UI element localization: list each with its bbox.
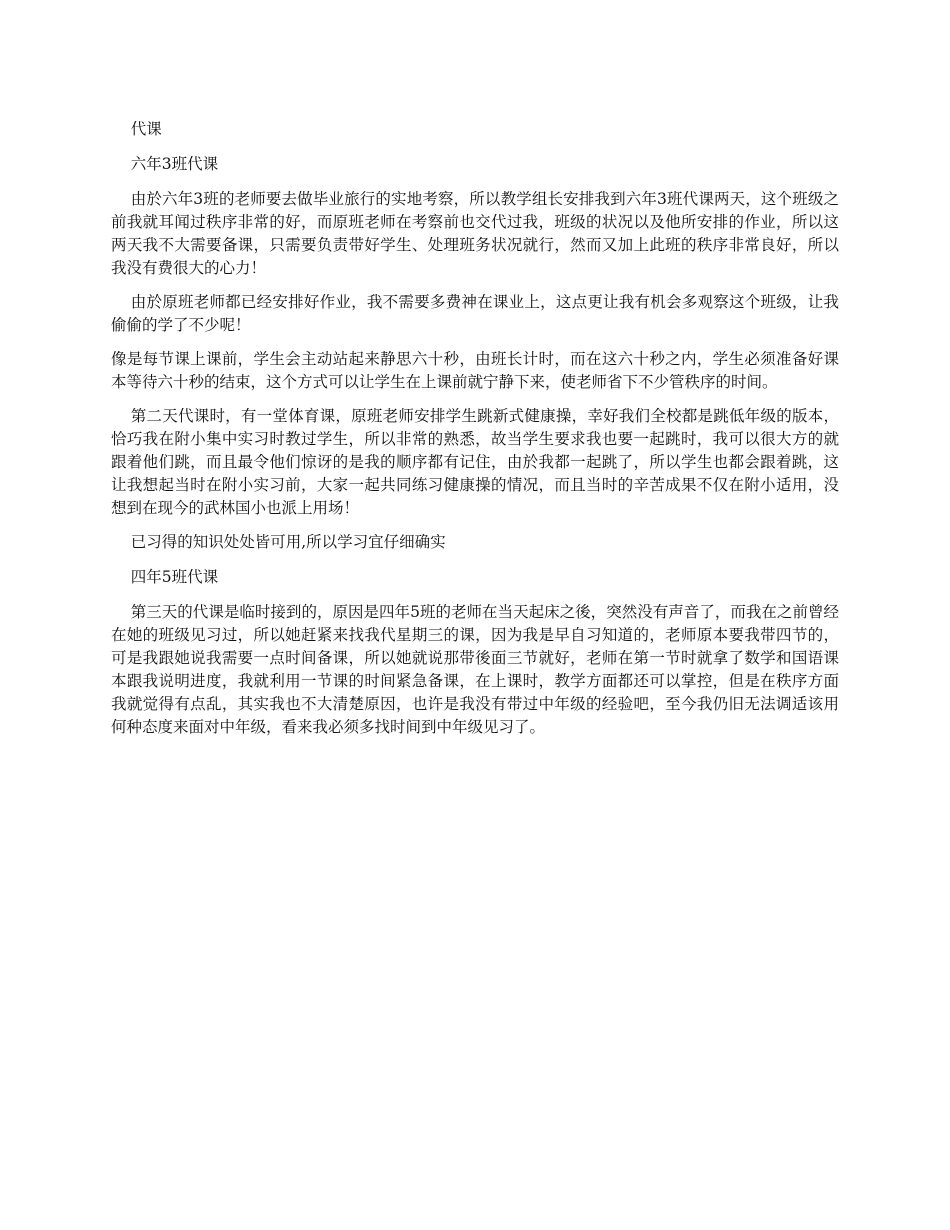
document-page (111, 118, 839, 750)
takeaway-line: 已习得的知识处处皆可用,所以学习宜仔细确实 (130, 533, 446, 551)
doc-title: 代课 (130, 120, 162, 138)
body-paragraph-2: 由於原班老师都已经安排好作业，我不需要多费神在课业上，这点更让我有机会多观察这个班级，让我偷偷的学了不少呢！ (111, 293, 839, 334)
section-heading-grade6-class3: 六年3班代课 (130, 155, 219, 173)
body-paragraph-4: 第二天代课时，有一堂体育课，原班老师安排学生跳新式健康操，幸好我们全校都是跳低年级的版本，恰巧我在附小集中实习时教过学生，所以非常的熟悉，故当学生要求我也要一起跳时，我可以很大方的就跟着他们跳，而且最令他们惊讶的是我的顺序都有记住，由於我都一起跳了，所以学生也都会跟着跳，这让我想起当时在附小实习前，大家一起共同练习健康操的情况，而且当时的辛苦成果不仅在附小适用，没想到在现今的武林国小也派上用场！ (111, 407, 839, 517)
body-paragraph-3: 像是每节课上课前，学生会主动站起来静思六十秒，由班长计时，而在这六十秒之内，学生必须准备好课本等待六十秒的结束，这个方式可以让学生在上课前就宁静下来，使老师省下不少管秩序的时间。 (111, 350, 839, 391)
body-paragraph-5: 第三天的代课是临时接到的，原因是四年5班的老师在当天起床之後，突然没有声音了，而我在之前曾经在她的班级见习过，所以她赶紧来找我代星期三的课，因为我是早自习知道的，老师原本要我带四节的，可是我跟她说我需要一点时间备课，所以她就说那带後面三节就好，老师在第一节时就拿了数学和国语课本跟我说明进度，我就利用一节课的时间紧急备课，在上课时，教学方面都还可以掌控，但是在秩序方面我就觉得有点乱，其实我也不大清楚原因，也许是我没有带过中年级的经验吧，至今我仍旧无法调适该用何种态度来面对中年级，看来我必须多找时间到中年级见习了。 (111, 603, 839, 736)
section-heading-grade4-class5: 四年5班代课 (130, 568, 219, 586)
body-paragraph-1: 由於六年3班的老师要去做毕业旅行的实地考察，所以教学组长安排我到六年3班代课两天，这个班级之前我就耳闻过秩序非常的好，而原班老师在考察前也交代过我，班级的状况以及他所安排的作业，所以这两天我不大需要备课，只需要负责带好学生、处理班务状况就行，然而又加上此班的秩序非常良好，所以我没有费很大的心力！ (111, 190, 839, 277)
